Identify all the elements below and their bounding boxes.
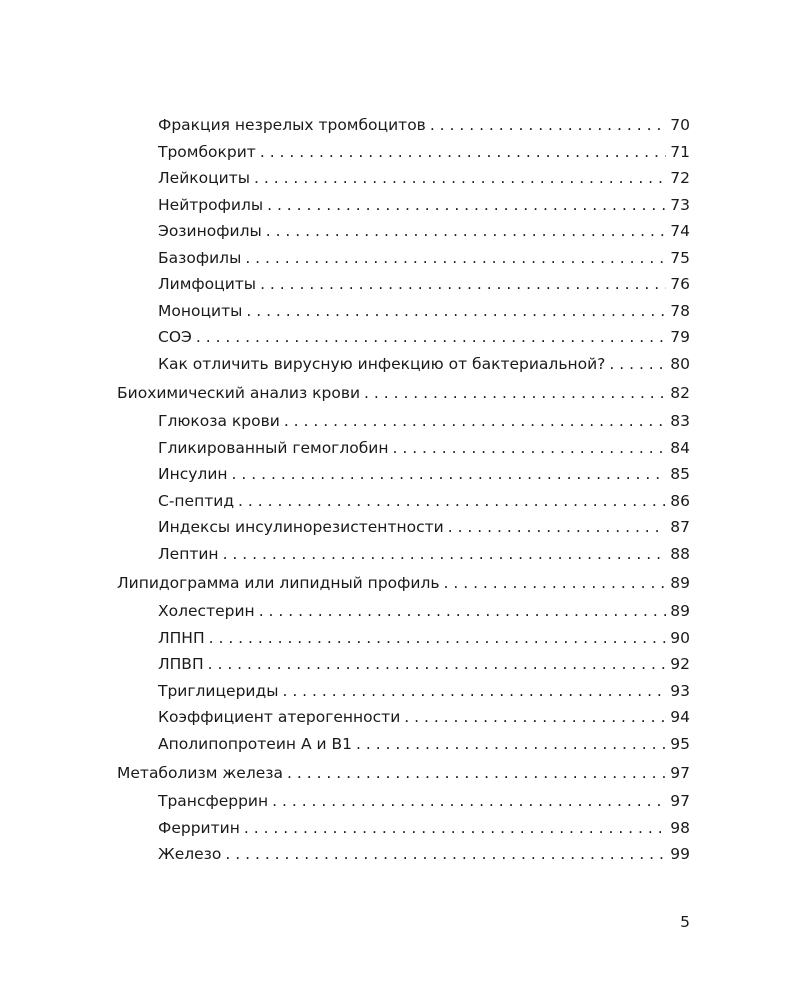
dot-leader	[272, 788, 666, 815]
toc-entry-title: Ферритин	[158, 818, 240, 837]
toc-entry-title: Индексы инсулинорезистентности	[158, 518, 444, 536]
toc-entry[interactable]	[0, 841, 800, 868]
toc-entry[interactable]	[0, 139, 800, 166]
dot-leader	[364, 379, 666, 408]
toc-entry[interactable]	[0, 112, 800, 139]
dot-leader	[404, 704, 666, 731]
dot-leader	[246, 298, 666, 325]
toc-entry-title: Аполипопротеин А и В1	[158, 734, 352, 753]
toc-entry[interactable]	[0, 625, 800, 652]
toc-entry-page: 89	[670, 602, 690, 620]
dot-leader	[287, 759, 666, 788]
toc-entry-title: Эозинофилы	[158, 222, 262, 240]
dot-leader	[259, 598, 666, 625]
toc-entry-title: Нейтрофилы	[158, 195, 264, 214]
toc-entry-title: Инсулин	[158, 465, 228, 483]
toc-entry-page: 74	[670, 222, 690, 240]
toc-entry-title: Моноциты	[158, 301, 243, 320]
toc-entry-page: 93	[670, 681, 690, 700]
dot-leader	[232, 461, 666, 488]
toc-entry[interactable]	[0, 218, 800, 245]
dot-leader	[284, 408, 666, 435]
toc-entry[interactable]	[0, 461, 800, 488]
toc-entry[interactable]	[0, 541, 800, 568]
toc-entry-page: 79	[670, 328, 690, 346]
toc-entry-page: 97	[670, 764, 690, 782]
toc-entry-page: 89	[670, 574, 690, 592]
toc-entry[interactable]	[0, 788, 800, 815]
toc-section-title: Биохимический анализ крови	[117, 384, 361, 402]
toc-section-entry[interactable]	[0, 759, 800, 788]
toc-entry-title: ЛПВП	[158, 655, 204, 673]
toc-entry-title: Глюкоза крови	[158, 412, 280, 430]
dot-leader	[196, 324, 666, 351]
toc-entry-page: 99	[670, 845, 690, 863]
toc-entry-page: 70	[670, 116, 690, 134]
toc-entry[interactable]	[0, 435, 800, 462]
toc-entry-title: Гликированный гемоглобин	[158, 438, 389, 457]
dot-leader	[244, 815, 666, 842]
toc-entry-page: 71	[670, 142, 690, 161]
toc-entry-page: 87	[670, 518, 690, 536]
toc-entry-title: Базофилы	[158, 248, 242, 267]
toc-entry-page: 83	[670, 412, 690, 430]
toc-entry-page: 88	[670, 544, 690, 563]
dot-leader	[209, 625, 666, 652]
dot-leader	[282, 678, 666, 705]
toc-entry-page: 95	[670, 734, 690, 753]
toc-entry[interactable]	[0, 598, 800, 625]
toc-entry[interactable]	[0, 488, 800, 515]
toc-entry-title: Тромбокрит	[158, 142, 256, 161]
toc-entry[interactable]	[0, 298, 800, 325]
toc-entry[interactable]	[0, 408, 800, 435]
toc-entry-page: 98	[670, 818, 690, 837]
dot-leader	[245, 245, 666, 272]
toc-entry-page: 76	[670, 275, 690, 293]
dot-leader	[260, 139, 666, 166]
toc-entry-page: 84	[670, 438, 690, 457]
toc-entry-page: 78	[670, 301, 690, 320]
toc-entry-title: Железо	[158, 845, 222, 863]
page-number: 5	[680, 913, 690, 931]
toc-entry[interactable]	[0, 165, 800, 192]
toc-entry-title: Холестерин	[158, 602, 255, 620]
toc-entry-page: 86	[670, 491, 690, 510]
toc-entry-title: С-пептид	[158, 491, 235, 510]
toc-entry-page: 82	[670, 384, 690, 402]
toc-entry-page: 92	[670, 655, 690, 673]
dot-leader	[393, 435, 667, 462]
dot-leader	[223, 541, 666, 568]
toc-entry-title: Лептин	[158, 544, 219, 563]
toc-entry-page: 97	[670, 792, 690, 810]
dot-leader	[444, 569, 666, 598]
toc-entry[interactable]	[0, 651, 800, 678]
toc-entry-title: Как отличить вирусную инфекцию от бактериальной?	[158, 354, 606, 373]
toc-entry[interactable]	[0, 351, 800, 378]
dot-leader	[430, 112, 666, 139]
toc-section-title: Липидограмма или липидный профиль	[117, 574, 440, 592]
dot-leader	[238, 488, 666, 515]
toc-entry-page: 85	[670, 465, 690, 483]
toc-entry[interactable]	[0, 324, 800, 351]
toc-entry[interactable]	[0, 815, 800, 842]
dot-leader	[448, 514, 666, 541]
toc-entry[interactable]	[0, 271, 800, 298]
toc-entry[interactable]	[0, 678, 800, 705]
toc-entry-page: 80	[670, 354, 690, 373]
toc-entry-title: Трансферрин	[158, 792, 269, 810]
toc-section-entry[interactable]	[0, 379, 800, 408]
dot-leader	[254, 165, 666, 192]
dot-leader	[260, 271, 666, 298]
toc-entry-page: 90	[670, 628, 690, 647]
toc-entry-title: СОЭ	[158, 328, 192, 346]
dot-leader	[356, 731, 666, 758]
dot-leader	[225, 841, 666, 868]
toc-entry-page: 94	[670, 708, 690, 726]
toc-entry-page: 75	[670, 248, 690, 267]
toc-section-title: Метаболизм железа	[117, 764, 284, 782]
toc-entry-page: 72	[670, 169, 690, 187]
table-of-contents	[0, 112, 800, 868]
toc-section-entry[interactable]	[0, 569, 800, 598]
toc-entry[interactable]	[0, 192, 800, 219]
dot-leader	[609, 351, 666, 378]
dot-leader	[267, 192, 666, 219]
dot-leader	[266, 218, 666, 245]
toc-entry-title: Лейкоциты	[158, 169, 251, 187]
toc-entry[interactable]	[0, 731, 800, 758]
toc-entry-title: Коэффициент атерогенности	[158, 708, 401, 726]
toc-entry[interactable]	[0, 245, 800, 272]
toc-entry-page: 73	[670, 195, 690, 214]
toc-entry-title: Лимфоциты	[158, 275, 257, 293]
toc-entry-title: ЛПНП	[158, 628, 205, 647]
toc-entry-title: Фракция незрелых тромбоцитов	[158, 116, 426, 134]
toc-entry[interactable]	[0, 704, 800, 731]
dot-leader	[208, 651, 666, 678]
toc-entry[interactable]	[0, 514, 800, 541]
toc-entry-title: Триглицериды	[158, 681, 279, 700]
